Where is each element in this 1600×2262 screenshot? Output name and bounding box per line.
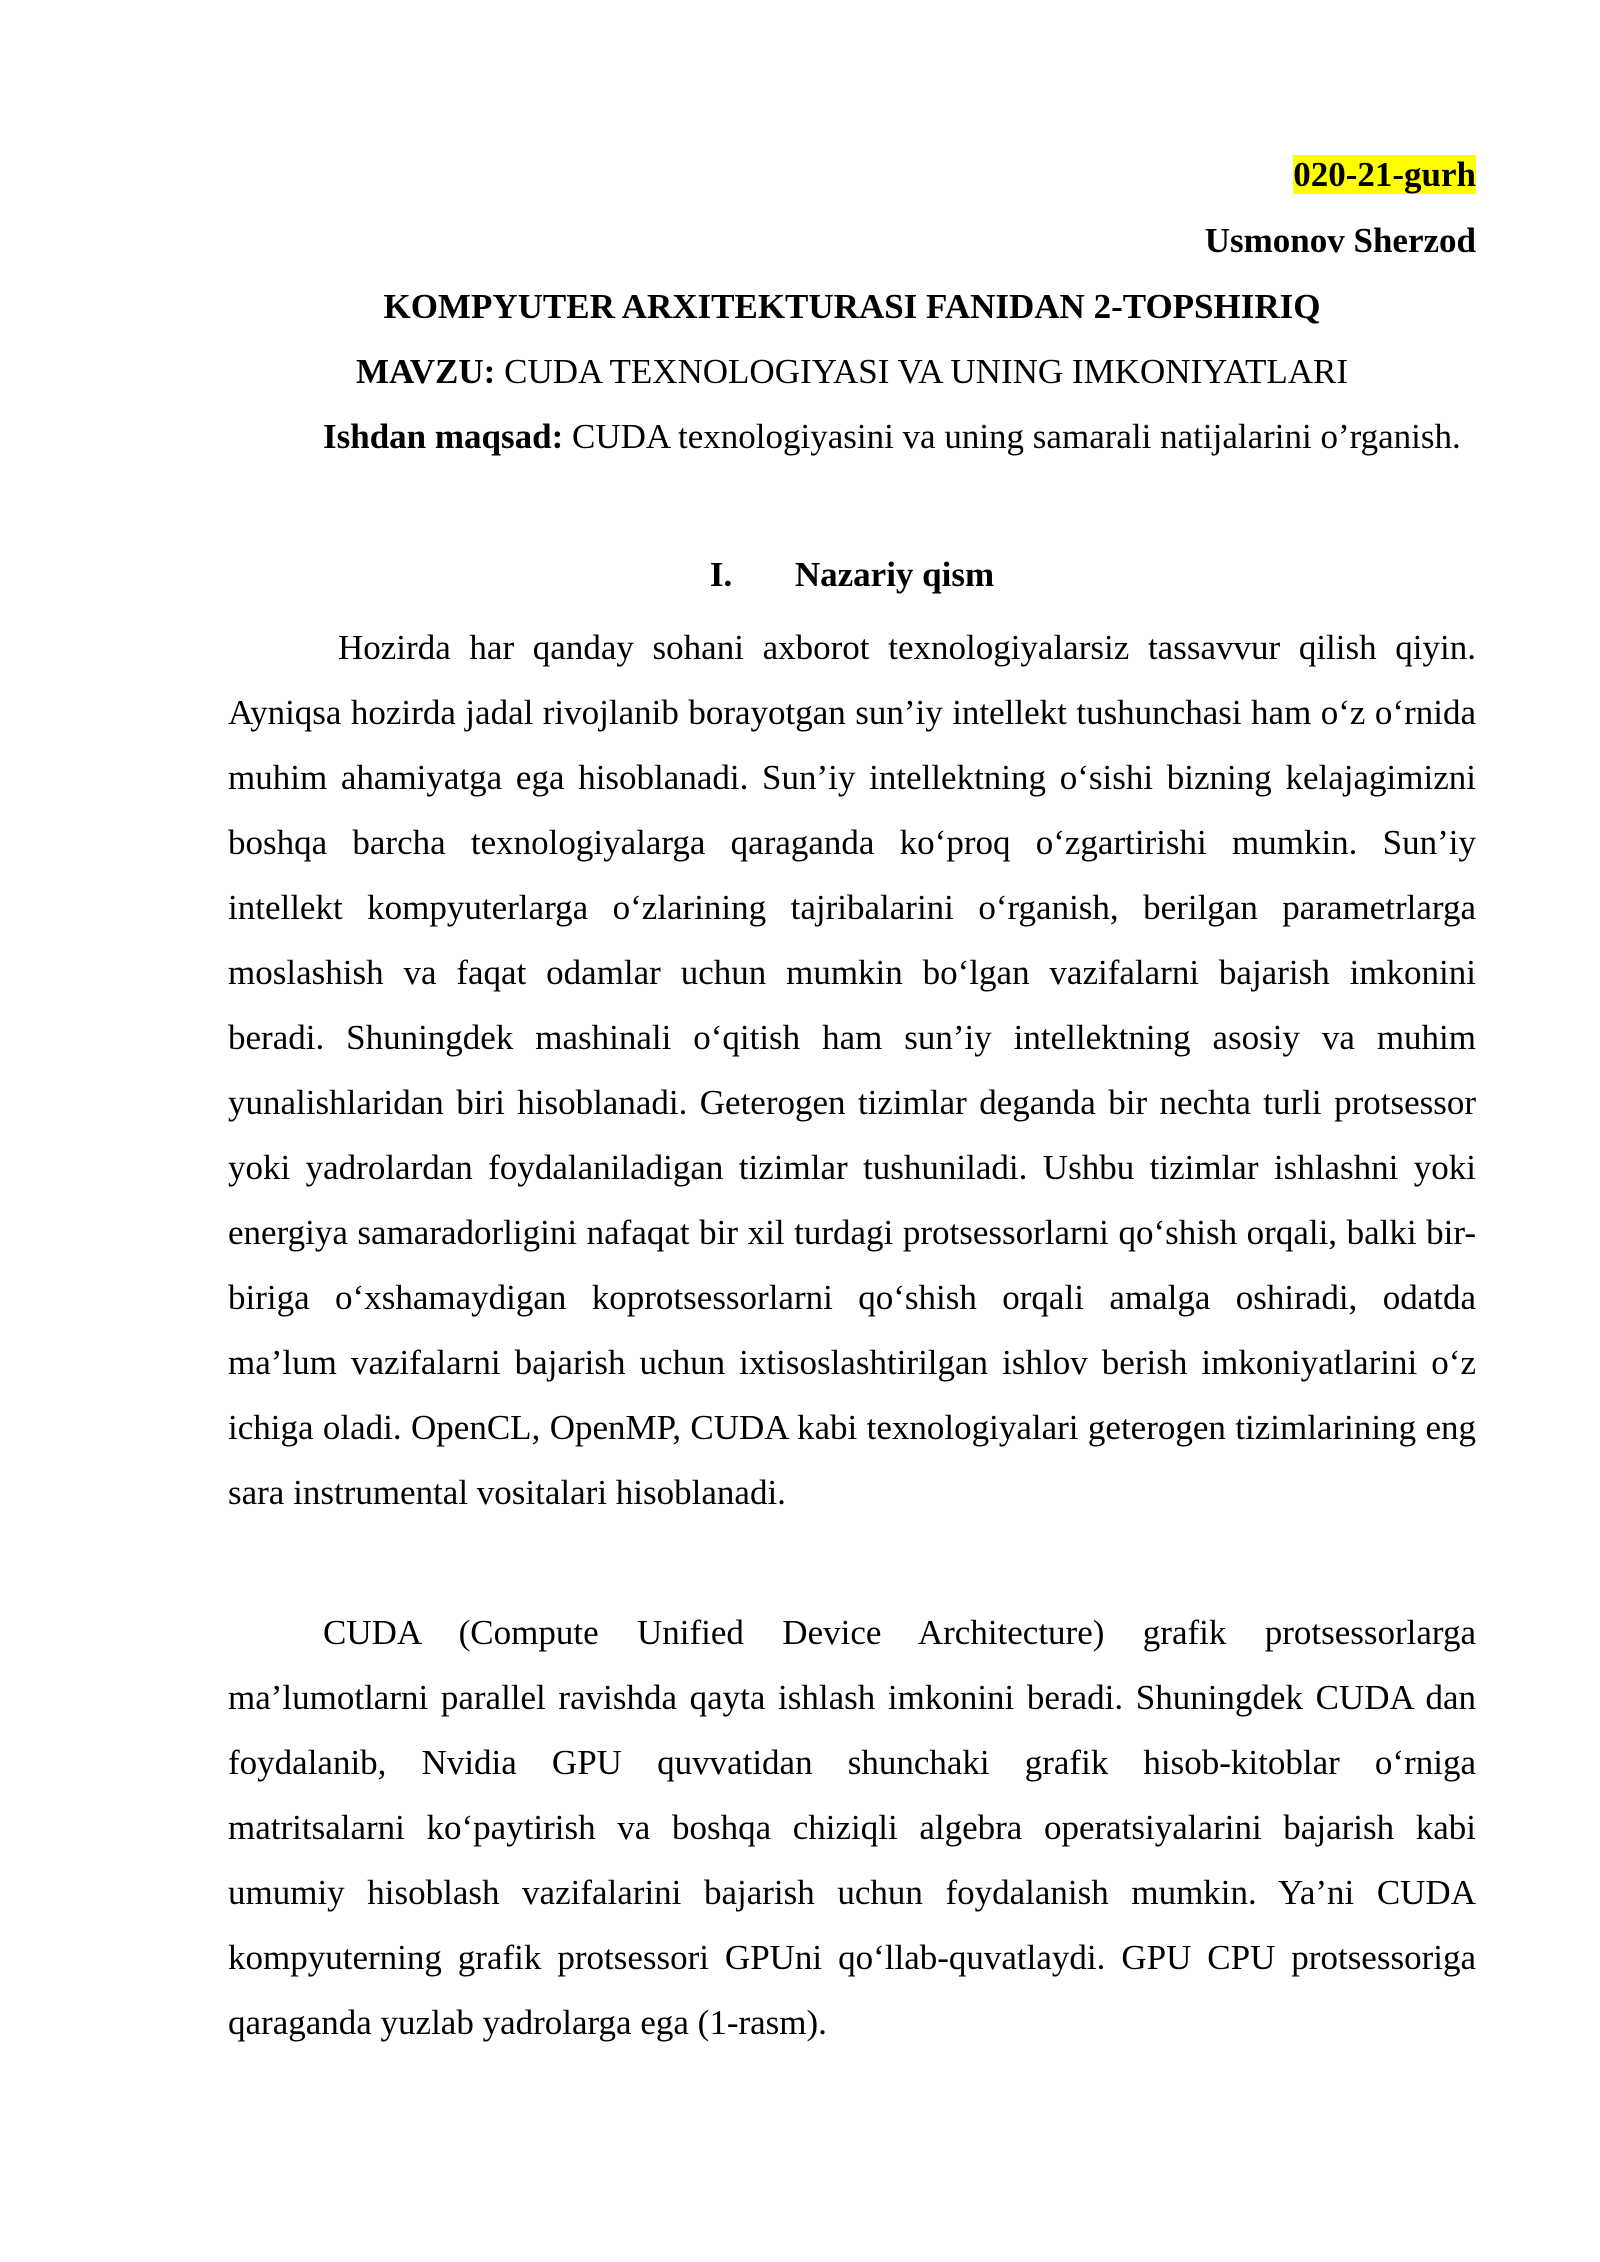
topic-line xyxy=(228,339,1476,404)
document-page xyxy=(228,0,1476,2262)
author-name: Usmonov Sherzod xyxy=(1204,221,1476,260)
section-number: I. xyxy=(709,555,733,594)
document-title: KOMPYUTER ARXITEKTURASI FANIDAN 2-TOPSHIRIQ xyxy=(383,287,1321,326)
aim-paragraph xyxy=(228,404,1476,469)
body-paragraph: Hozirda har qanday sohani axborot texnologiyalarsiz tassavvur qilish qiyin. Ayniqsa hozirda jadal rivojlanib borayotgan sun’iy intellekt tushunchasi ham o‘z o‘rnida muhim ahamiyatga ega hisoblanadi. Sun’iy intellektning o‘sishi bizning kelajagimizni boshqa barcha texnologiyalarga qaraganda ko‘proq o‘zgartirishi mumkin. Sun’iy intellekt kompyuterlarga o‘zlarining tajribalarini o‘rganish, berilgan parametrlarga moslashish va faqat odamlar uchun mumkin bo‘lgan vazifalarni bajarish imkonini beradi. Shuningdek mashinali o‘qitish ham sun’iy intellektning asosiy va muhim yunalishlaridan biri hisoblanadi. Geterogen tizimlar deganda bir nechta turli protsessor yoki yadrolardan foydalaniladigan tizimlar tushuniladi. Ushbu tizimlar ishlashni yoki energiya samaradorligini nafaqat bir xil turdagi protsessorlarni qo‘shish orqali, balki bir-biriga o‘xshamaydigan koprotsessorlarni qo‘shish orqali amalga oshiradi, odatda ma’lum vazifalarni bajarish uchun ixtisoslashtirilgan ishlov berish imkoniyatlarini o‘z ichiga oladi. OpenCL, OpenMP, CUDA kabi texnologiyalari geterogen tizimlarining eng sara instrumental vositalari hisoblanadi. xyxy=(228,628,1476,1512)
body-paragraph: CUDA (Compute Unified Device Architecture) grafik protsessorlarga ma’lumotlarni parallel ravishda qayta ishlash imkonini beradi. Shuningdek CUDA dan foydalanib, Nvidia GPU quvvatidan shunchaki grafik hisob-kitoblar o‘rniga matritsalarni ko‘paytirish va boshqa chiziqli algebra operatsiyalarini bajarish kabi umumiy hisoblash vazifalarini bajarish uchun foydalanish mumkin. Ya’ni CUDA kompyuterning grafik protsessori GPUni qo‘llab-quvatlaydi. GPU CPU protsessoriga qaraganda yuzlab yadrolarga ega (1-rasm). xyxy=(228,1613,1476,2042)
aim-text: CUDA texnologiyasini va uning samarali natijalarini o’rganish. xyxy=(572,417,1461,456)
topic-text: CUDA TEXNOLOGIYASI VA UNING IMKONIYATLARI xyxy=(504,352,1348,391)
aim-label: Ishdan maqsad: xyxy=(323,417,564,456)
section-heading xyxy=(228,542,1476,607)
group-number: 020-21-gurh xyxy=(1293,155,1476,194)
topic-label: MAVZU: xyxy=(355,352,496,391)
section-title: Nazariy qism xyxy=(794,555,995,594)
group-line xyxy=(228,142,1476,207)
